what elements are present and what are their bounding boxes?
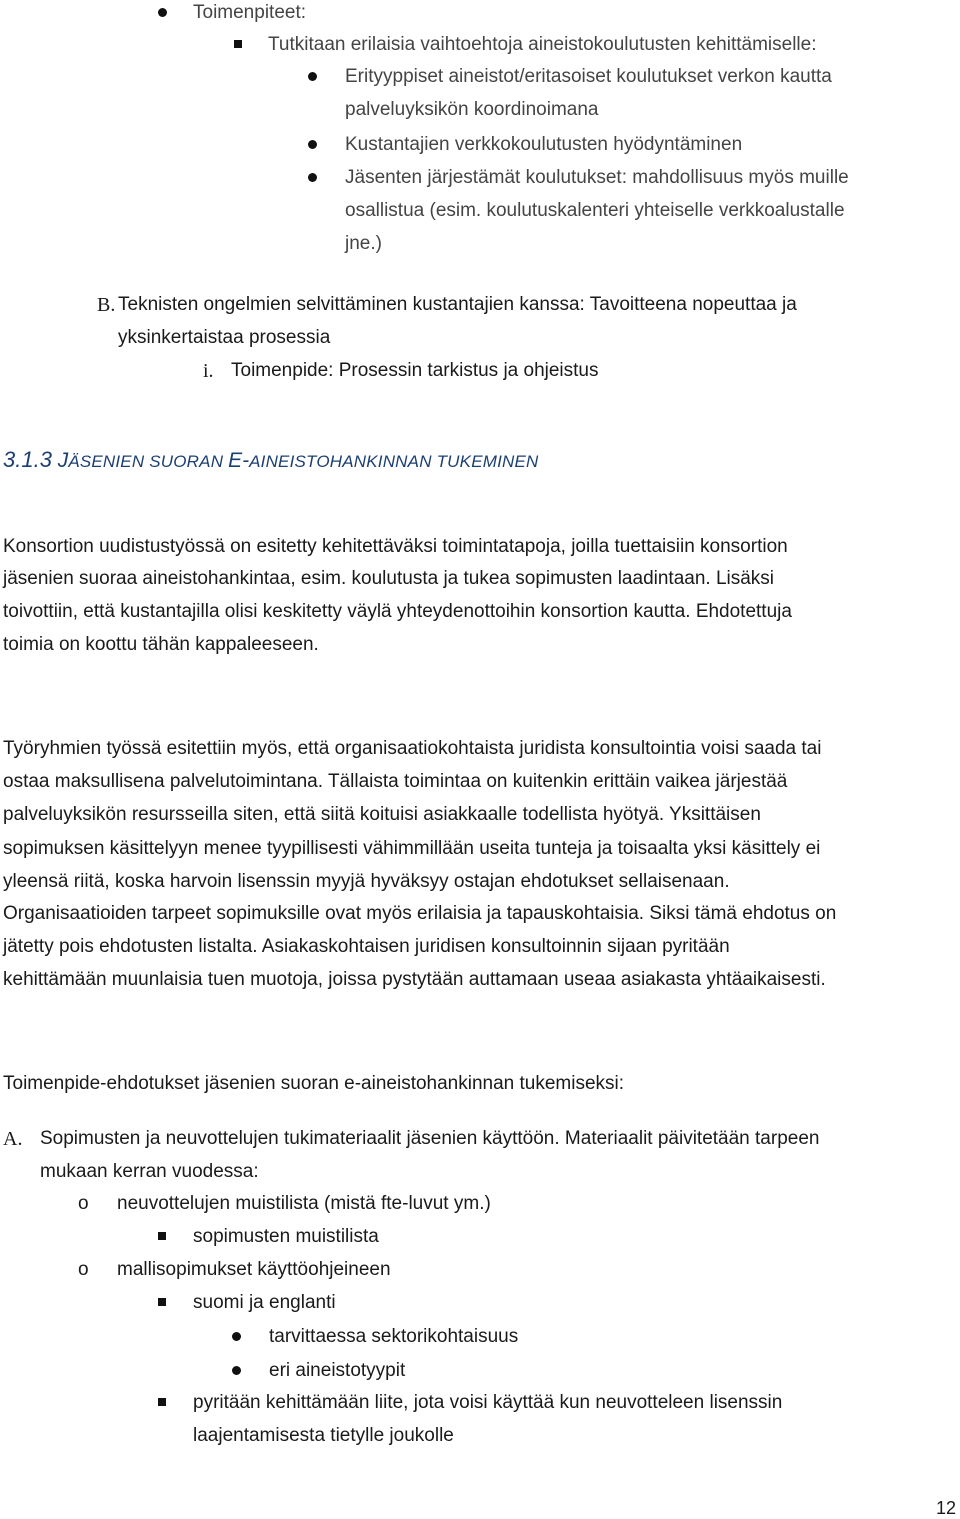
paragraph-line: toivottiin, että kustantajilla olisi keskitetty väylä yhteydenottoihin konsortion kautta. Ehdotettuja	[3, 601, 792, 622]
bullet-text: Kustantajien verkkokoulutusten hyödyntäminen	[345, 134, 743, 155]
paragraph-line: toimia on koottu tähän kappaleeseen.	[3, 634, 319, 655]
proposal-item: neuvottelujen muistilista (mistä fte-luvut ym.)	[117, 1193, 491, 1214]
item-b-text: yksinkertaistaa prosessia	[118, 327, 331, 348]
paragraph-line: Konsortion uudistustyössä on esitetty kehitettäväksi toimintatapoja, joilla tuettaisiin konsortion	[3, 536, 788, 557]
bullet-text: osallistua (esim. koulutuskalenteri yhteiselle verkkoalustalle	[345, 200, 845, 221]
section-title-cap: J	[57, 449, 69, 472]
section-title-dash: -	[242, 449, 250, 472]
item-b-text: Teknisten ongelmien selvittäminen kustantajien kanssa: Tavoitteena nopeuttaa ja	[118, 294, 797, 315]
bullet-text: palveluyksikön koordinoimana	[345, 99, 599, 120]
list-marker-i: i.	[203, 360, 214, 382]
circle-marker: o	[78, 1193, 89, 1214]
proposal-a-text: Sopimusten ja neuvottelujen tukimateriaalit jäsenien käyttöön. Materiaalit päivitetään tarpeen	[40, 1128, 820, 1149]
paragraph-line: palveluyksikön resursseilla siten, että siitä koituisi asiakkaalle todellista hyötyä. Yksittäisen	[3, 804, 761, 825]
paragraph-line: sopimuksen käsittelyyn menee tyypillisesti vähimmillään useita tunteja ja toisaalta yksi käsittely ei	[3, 838, 821, 859]
square-bullet-icon	[158, 1232, 166, 1240]
square-bullet-icon	[158, 1398, 166, 1406]
proposal-item: mallisopimukset käyttöohjeineen	[117, 1259, 391, 1280]
paragraph-line: jäsenien suoraa aineistohankintaa, esim. koulutusta ja tukea sopimusten laadintaan. Lisäksi	[3, 568, 775, 589]
section-title-cap: E	[228, 449, 243, 472]
bullet-icon	[232, 1332, 241, 1341]
section-title-rest: AINEISTOHANKINNAN TUKEMINEN	[249, 452, 539, 471]
proposal-subitem: pyritään kehittämään liite, jota voisi käyttää kun neuvotteleen lisenssin	[193, 1392, 783, 1413]
toimenpiteet-label: Toimenpiteet:	[193, 2, 307, 23]
proposals-intro: Toimenpide-ehdotukset jäsenien suoran e-aineistohankinnan tukemiseksi:	[3, 1073, 625, 1094]
square-bullet-icon	[234, 40, 242, 48]
paragraph-line: Organisaatioiden tarpeet sopimuksille ovat myös erilaisia ja tapauskohtaisia. Siksi tämä ehdotus on	[3, 903, 837, 924]
bullet-icon	[308, 72, 317, 81]
paragraph-line: yleensä riitä, koska harvoin lisenssin myyjä hyväksyy ostajan ehdotukset sellaisenaan.	[3, 871, 730, 892]
list-marker-a: A.	[3, 1128, 23, 1150]
square-bullet-icon	[158, 1298, 166, 1306]
bullet-icon	[308, 140, 317, 149]
bullet-text: Erityyppiset aineistot/eritasoiset koulutukset verkon kautta	[345, 66, 832, 87]
bullet-text: jne.)	[345, 233, 382, 254]
bullet-icon	[232, 1366, 241, 1375]
bullet-icon	[158, 8, 167, 17]
section-heading	[3, 447, 539, 475]
bullet-text: Jäsenten järjestämät koulutukset: mahdollisuus myös muille	[345, 167, 849, 188]
section-number: 3.1.3	[3, 447, 52, 472]
page-number: 12	[936, 1498, 957, 1518]
proposal-subitem: suomi ja englanti	[193, 1292, 336, 1313]
bullet-icon	[308, 173, 317, 182]
paragraph-line: ostaa maksullisena palvelutoimintana. Tällaista toimintaa on kuitenkin erittäin vaikea järjestää	[3, 771, 788, 792]
proposal-subitem: laajentamisesta tietylle joukolle	[193, 1425, 454, 1446]
section-title-rest: ÄSENIEN SUORAN	[68, 452, 229, 471]
paragraph-line: jätetty pois ehdotusten listalta. Asiakaskohtaisen juridisen konsultoinnin sijaan pyritään	[3, 936, 730, 957]
proposal-a-text: mukaan kerran vuodessa:	[40, 1161, 259, 1182]
circle-marker: o	[78, 1259, 89, 1280]
sub-item: Tutkitaan erilaisia vaihtoehtoja aineistokoulutusten kehittämiselle:	[268, 34, 817, 55]
paragraph-line: kehittämään muunlaisia tuen muotoja, joissa pystytään auttamaan useaa asiakasta yhtäaikaisesti.	[3, 969, 826, 990]
paragraph-line: Työryhmien työssä esitettiin myös, että organisaatiokohtaista juridista konsultointia voisi saada tai	[3, 738, 822, 759]
proposal-bullet: tarvittaessa sektorikohtaisuus	[269, 1326, 519, 1347]
proposal-bullet: eri aineistotyypit	[269, 1360, 406, 1381]
proposal-subitem: sopimusten muistilista	[193, 1226, 379, 1247]
list-marker-b: B.	[97, 294, 116, 316]
item-b-sub-text: Toimenpide: Prosessin tarkistus ja ohjeistus	[231, 360, 599, 381]
